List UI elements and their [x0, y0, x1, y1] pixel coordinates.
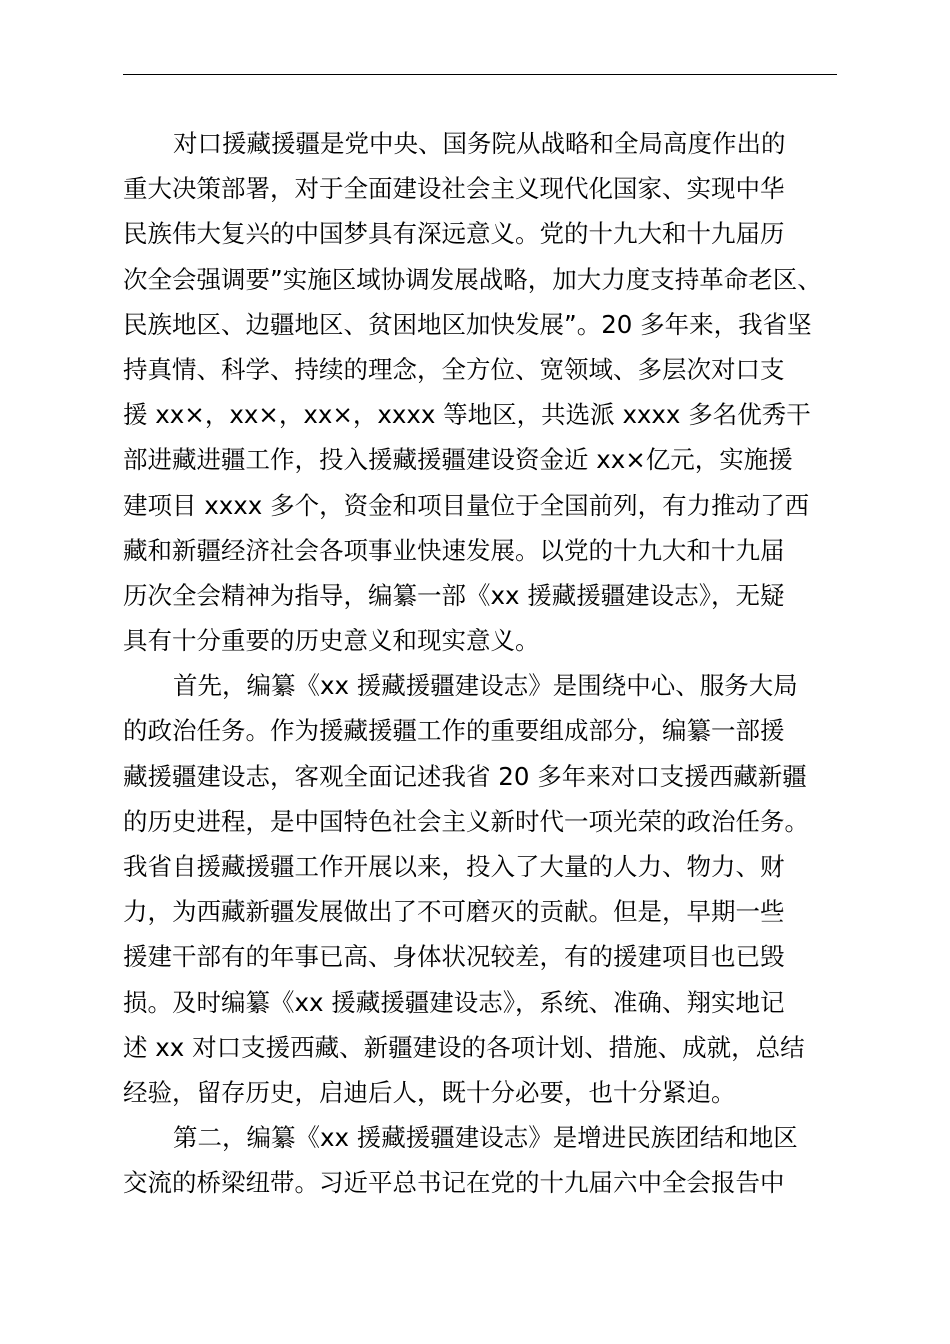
text-line: 历次全会精神为指导，编纂一部《xx 援藏援疆建设志》，无疑	[123, 580, 785, 610]
text-line: 述 xx 对口支援西藏、新疆建设的各项计划、措施、成就，总结	[123, 1032, 805, 1062]
text-line: 藏援疆建设志，客观全面记述我省 20 多年来对口支援西藏新疆	[123, 761, 807, 791]
text-line: 建项目 xxxx 多个，资金和项目量位于全国前列，有力推动了西	[123, 490, 810, 520]
header-rule	[123, 74, 837, 75]
text-line: 交流的桥梁纽带。习近平总书记在党的十九届六中全会报告中	[123, 1168, 785, 1198]
text-line: 次全会强调要”实施区域协调发展战略，加大力度支持革命老区、	[123, 264, 822, 294]
text-line: 第二，编纂《xx 援藏援疆建设志》是增进民族团结和地区	[173, 1123, 798, 1153]
text-line: 的历史进程，是中国特色社会主义新时代一项光荣的政治任务。	[123, 806, 809, 836]
text-line: 藏和新疆经济社会各项事业快速发展。以党的十九大和十九届	[123, 535, 785, 565]
paragraph-intro	[123, 121, 843, 663]
text-line: 民族伟大复兴的中国梦具有深远意义。党的十九大和十九届历	[123, 219, 785, 249]
document-body	[123, 121, 843, 1206]
text-line: 部进藏进疆工作，投入援藏援疆建设资金近 xx×亿元，实施援	[123, 445, 793, 475]
text-line: 对口援藏援疆是党中央、国务院从战略和全局高度作出的	[173, 129, 786, 158]
paragraph-second	[123, 1115, 843, 1205]
text-line: 民族地区、边疆地区、贫困地区加快发展”。20 多年来，我省坚	[123, 309, 812, 339]
text-line: 我省自援藏援疆工作开展以来，投入了大量的人力、物力、财	[123, 852, 785, 881]
text-line: 力，为西藏新疆发展做出了不可磨灭的贡献。但是，早期一些	[123, 897, 785, 927]
text-line: 持真情、科学、持续的理念，全方位、宽领域、多层次对口支	[123, 354, 785, 384]
text-line: 经验，留存历史，启迪后人，既十分必要，也十分紧迫。	[123, 1077, 736, 1107]
text-line: 援 xx×，xx×，xx×，xxxx 等地区，共选派 xxxx 多名优秀干	[123, 400, 811, 430]
text-line: 具有十分重要的历史意义和现实意义。	[123, 626, 540, 656]
paragraph-first	[123, 663, 843, 1115]
text-line: 首先，编纂《xx 援藏援疆建设志》是围绕中心、服务大局	[173, 671, 798, 701]
text-line: 援建干部有的年事已高、身体状况较差，有的援建项目也已毁	[123, 942, 785, 972]
text-line: 的政治任务。作为援藏援疆工作的重要组成部分，编纂一部援	[123, 716, 785, 746]
text-line: 损。及时编纂《xx 援藏援疆建设志》，系统、准确、翔实地记	[123, 987, 785, 1017]
text-line: 重大决策部署，对于全面建设社会主义现代化国家、实现中华	[123, 174, 785, 204]
